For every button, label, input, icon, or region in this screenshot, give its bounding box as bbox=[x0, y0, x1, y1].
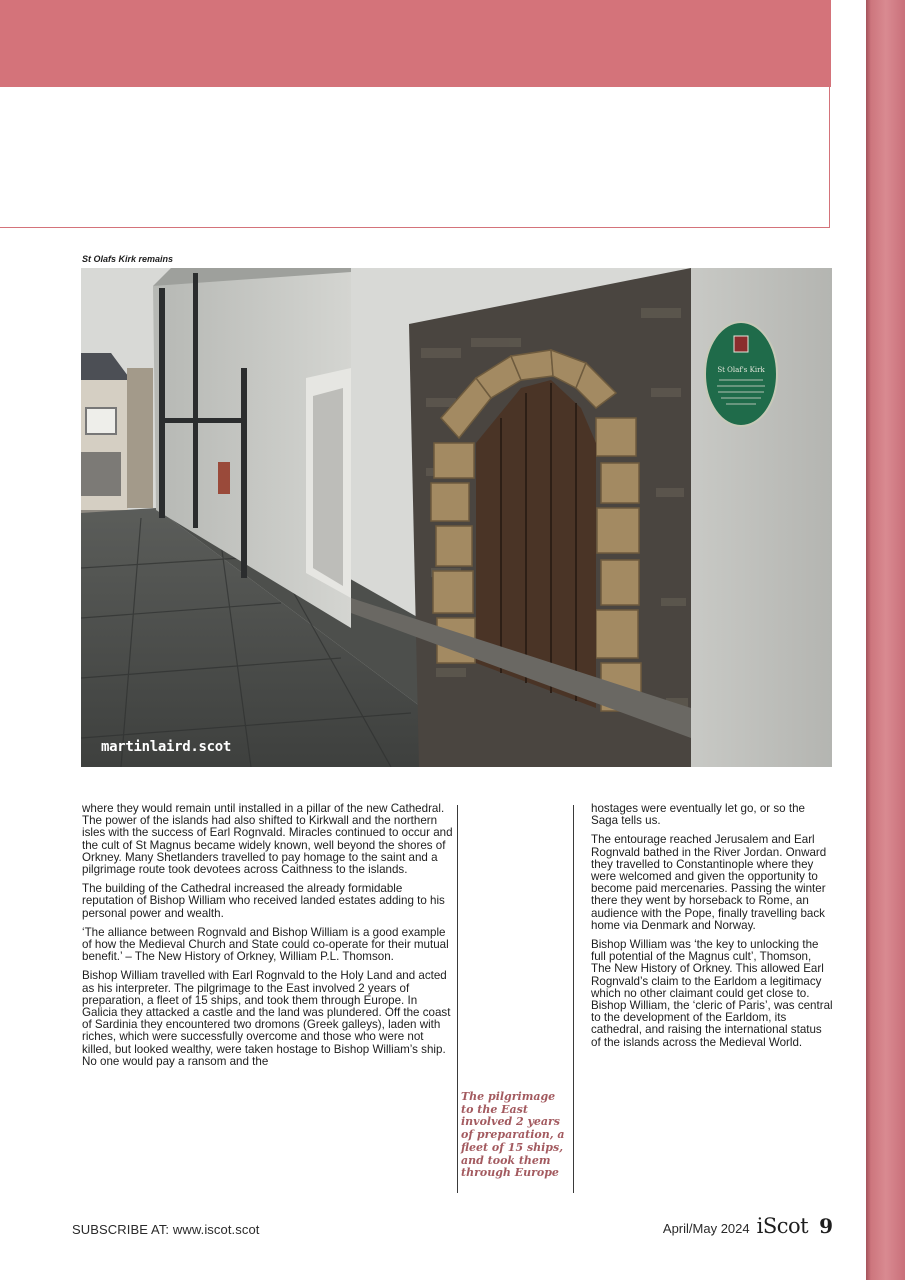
paragraph: where they would remain until installed in a pillar of the new Cathedral. The power of the islands had also shifted to Kirkwall and the northern isles with the success of Earl Rognvald. Miracles continued to occur and the cult of St Magnus became widely known, well beyond the shores of Orkney. Many Shetlanders travelled to pay homage to the saint and a pilgrimage route took devotees across Caithness to the islands. bbox=[82, 802, 453, 877]
subscribe-link[interactable]: SUBSCRIBE AT: www.iscot.scot bbox=[72, 1222, 260, 1237]
photo-watermark: martinlaird.scot bbox=[101, 739, 232, 755]
column-rule-left bbox=[457, 805, 458, 1193]
article-column-right bbox=[591, 803, 833, 1056]
photo-illustration bbox=[81, 268, 832, 767]
paragraph: Bishop William was ‘the key to unlocking the full potential of the Magnus cult’, Thomson, The New History of Orkney. This allowed Earl Rognvald’s claim to the Earldom a legitimacy which no other claimant could get close to. Bishop William, the ‘cleric of Paris’, was central to the development of the Earldom, its cathedral, and raising the international status of the islands across the Medieval World. bbox=[591, 938, 833, 1049]
article-column-left bbox=[82, 803, 454, 1075]
iscot-logo: iScot bbox=[756, 1214, 809, 1238]
column-rule-right bbox=[573, 805, 574, 1193]
paragraph: Bishop William travelled with Earl Rognvald to the Holy Land and acted as his interpreter. The pilgrimage to the East involved 2 years of preparation, a fleet of 15 ships, and took them through Europe. In Galicia they attacked a castle and the land was plundered. Off the coast of Sardinia they encountered two dromons (Greek galleys), laden with riches, which were successfully overcome and those who were not killed, but looked wealthy, were taken hostage to Bishop William’s ship. No one would pay a ransom and the bbox=[82, 969, 451, 1068]
paragraph: The building of the Cathedral increased the already formidable reputation of Bishop William who received landed estates adding to his personal power and wealth. bbox=[82, 882, 445, 920]
header-box bbox=[0, 87, 830, 228]
pull-quote: The pilgrimage to the East involved 2 years of preparation, a fleet of 15 ships, and took them through Europe bbox=[461, 1090, 565, 1180]
svg-text:St Olaf's Kirk: St Olaf's Kirk bbox=[717, 366, 765, 374]
issue-date: April/May 2024 bbox=[662, 1221, 750, 1236]
paragraph: The entourage reached Jerusalem and Earl Rognvald bathed in the River Jordan. Onward they travelled to Constantinople where they were welcomed and given the opportunity to become paid mercenaries. Passing the winter there they went by horseback to Rome, an audience with the Pope, finally travelling back home via Denmark and Norway. bbox=[591, 833, 827, 932]
page-edge-strip bbox=[866, 0, 905, 1280]
photo-st-olafs-kirk bbox=[81, 268, 832, 767]
photo-caption: St Olafs Kirk remains bbox=[82, 254, 174, 264]
page-number: 9 bbox=[819, 1214, 833, 1238]
footer-issue-info bbox=[663, 1214, 833, 1238]
quote-paragraph: ‘The alliance between Rognvald and Bishop William is a good example of how the Medieval Church and State could co-operate for their mutual benefit.’ – The New History of Orkney, William P.L. Thomson. bbox=[82, 925, 449, 964]
header-banner bbox=[0, 0, 831, 87]
paragraph: hostages were eventually let go, or so the Saga tells us. bbox=[591, 802, 805, 828]
